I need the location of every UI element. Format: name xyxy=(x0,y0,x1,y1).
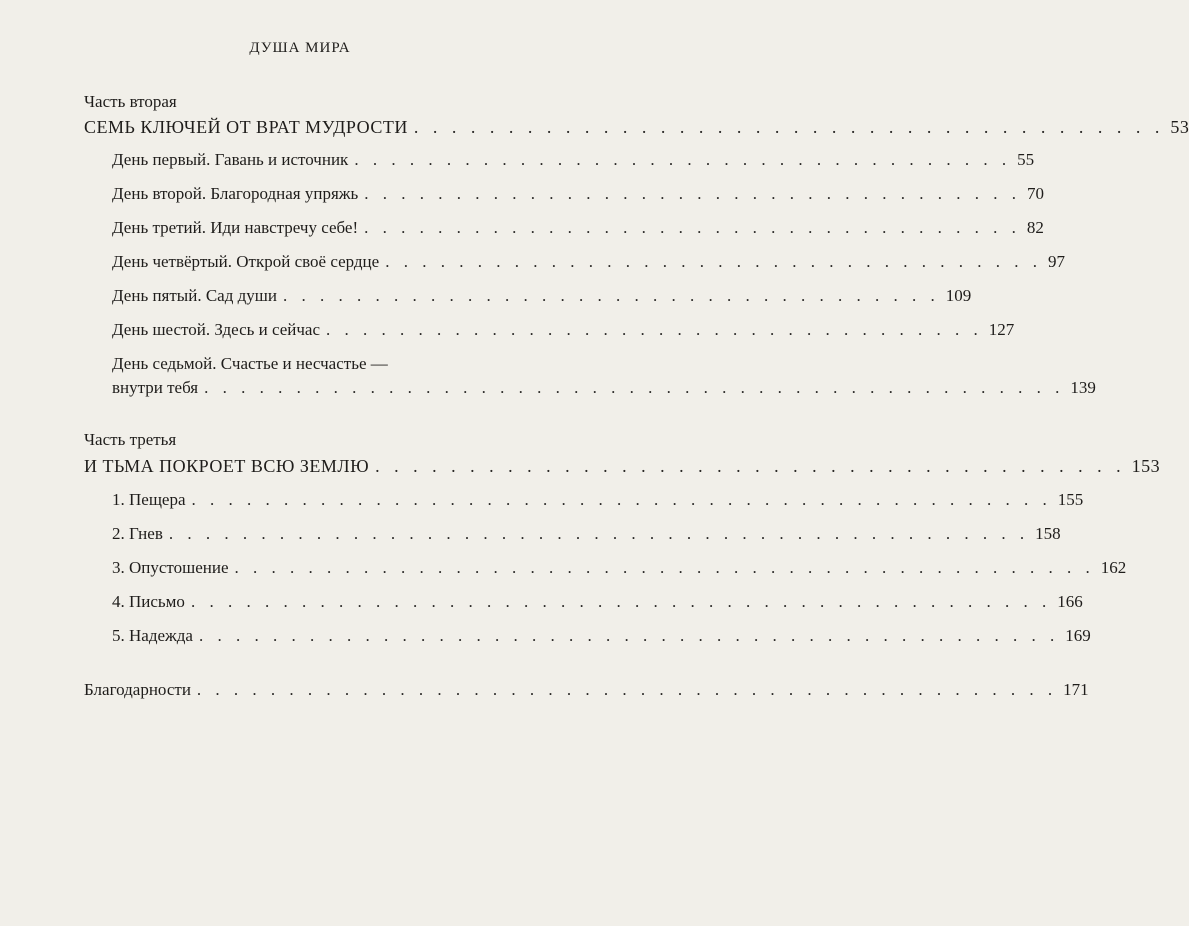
toc-entry-title: День четвёртый. Открой своё сердце xyxy=(112,252,380,271)
leader-dots: . . . . . . . . . . . . . . . . . . . . . . . . . . . . . . . . . . . . . . . . . . . . . . . xyxy=(196,680,1058,699)
toc-entry-title: 2. Гнев xyxy=(112,524,163,543)
toc-entry-title: 3. Опустошение xyxy=(112,558,229,577)
toc-page-number: 97 xyxy=(1047,252,1065,271)
toc-entry[interactable] xyxy=(112,150,1035,176)
toc-entry[interactable] xyxy=(112,490,1084,516)
toc-section-title: СЕМЬ КЛЮЧЕЙ ОТ ВРАТ МУДРОСТИ xyxy=(84,117,408,137)
toc-page-number: 53 xyxy=(1170,117,1189,137)
toc-page-number: 127 xyxy=(988,320,1015,339)
leader-dots: . . . . . . . . . . . . . . . . . . . . . . . . . . . . . . . . . . . . xyxy=(282,286,940,305)
toc-entry-title: День пятый. Сад души xyxy=(112,286,277,305)
toc-page-number: 169 xyxy=(1065,626,1091,645)
toc-entry-title: День шестой. Здесь и сейчас xyxy=(112,320,321,339)
toc-page-number: 162 xyxy=(1100,558,1127,577)
leader-dots: . . . . . . . . . . . . . . . . . . . . . . . . . . . . . . . . . . . . . . . . xyxy=(413,117,1165,137)
toc-section-darkness[interactable] xyxy=(84,456,1161,482)
toc-entry[interactable] xyxy=(112,592,1083,618)
toc-entry[interactable] xyxy=(112,378,1096,404)
toc-entry[interactable] xyxy=(112,558,1127,584)
leader-dots: . . . . . . . . . . . . . . . . . . . . . . . . . . . . . . . . . . . . xyxy=(364,184,1022,203)
part-two-label: Часть вторая xyxy=(84,92,177,111)
toc-page-number: 82 xyxy=(1026,218,1044,237)
leader-dots: . . . . . . . . . . . . . . . . . . . . . . . . . . . . . . . . . . . . . . . . . . . . . . . xyxy=(198,626,1060,645)
toc-entry-title: День первый. Гавань и источник xyxy=(112,150,349,169)
toc-section-seven-keys[interactable] xyxy=(84,117,1189,143)
leader-dots: . . . . . . . . . . . . . . . . . . . . . . . . . . . . . . . . . . . . . . . . . . . . . . . xyxy=(204,378,1065,397)
leader-dots: . . . . . . . . . . . . . . . . . . . . . . . . . . . . . . . . . . . . . . . . . . . . . . . xyxy=(168,524,1030,543)
toc-page-number: 70 xyxy=(1027,184,1045,203)
toc-entry[interactable] xyxy=(112,218,1044,244)
toc-page-number: 158 xyxy=(1035,524,1061,543)
toc-page-number: 55 xyxy=(1017,150,1035,169)
toc-entry-title: 1. Пещера xyxy=(112,490,186,509)
toc-section-title: И ТЬМА ПОКРОЕТ ВСЮ ЗЕМЛЮ xyxy=(84,456,370,476)
leader-dots: . . . . . . . . . . . . . . . . . . . . . . . . . . . . . . . . . . . . . . . . xyxy=(375,456,1126,476)
toc-page-number: 139 xyxy=(1070,378,1096,397)
leader-dots: . . . . . . . . . . . . . . . . . . . . . . . . . . . . . . . . . . . . . . . . . . . . . . . xyxy=(234,558,1095,577)
toc-entry-title: Благодарности xyxy=(84,680,191,699)
toc-entry-title: День второй. Благородная упряжь xyxy=(112,184,359,203)
toc-entry-title-line1[interactable]: День седьмой. Счастье и несчастье — xyxy=(112,354,388,373)
leader-dots: . . . . . . . . . . . . . . . . . . . . . . . . . . . . . . . . . . . . . . . . . . . . . . . xyxy=(190,592,1052,611)
toc-entry-title: День третий. Иди навстречу себе! xyxy=(112,218,359,237)
toc-entry-acknowledgements[interactable] xyxy=(84,680,1089,706)
toc-page-number: 109 xyxy=(945,286,972,305)
leader-dots: . . . . . . . . . . . . . . . . . . . . . . . . . . . . . . . . . . . . xyxy=(354,150,1012,169)
toc-entry[interactable] xyxy=(112,252,1065,278)
toc-page-number: 171 xyxy=(1063,680,1089,699)
toc-page-number: 153 xyxy=(1131,456,1161,476)
toc-page-number: 155 xyxy=(1057,490,1084,509)
leader-dots: . . . . . . . . . . . . . . . . . . . . . . . . . . . . . . . . . . . . xyxy=(385,252,1042,271)
leader-dots: . . . . . . . . . . . . . . . . . . . . . . . . . . . . . . . . . . . . xyxy=(364,218,1021,237)
part-three-label: Часть третья xyxy=(84,430,177,449)
toc-entry[interactable] xyxy=(112,524,1061,550)
leader-dots: . . . . . . . . . . . . . . . . . . . . . . . . . . . . . . . . . . . . . . . . . . . . . . . xyxy=(191,490,1052,509)
toc-entry-title: 4. Письмо xyxy=(112,592,185,611)
toc-entry[interactable] xyxy=(112,184,1045,210)
toc-entry[interactable] xyxy=(112,626,1091,652)
leader-dots: . . . . . . . . . . . . . . . . . . . . . . . . . . . . . . . . . . . . xyxy=(326,320,983,339)
toc-entry-title-line2: внутри тебя xyxy=(112,378,199,397)
toc-page-number: 166 xyxy=(1057,592,1083,611)
running-header: ДУША МИРА xyxy=(249,40,351,56)
toc-entry[interactable] xyxy=(112,320,1015,346)
toc-entry-title: 5. Надежда xyxy=(112,626,193,645)
toc-entry[interactable] xyxy=(112,286,972,312)
